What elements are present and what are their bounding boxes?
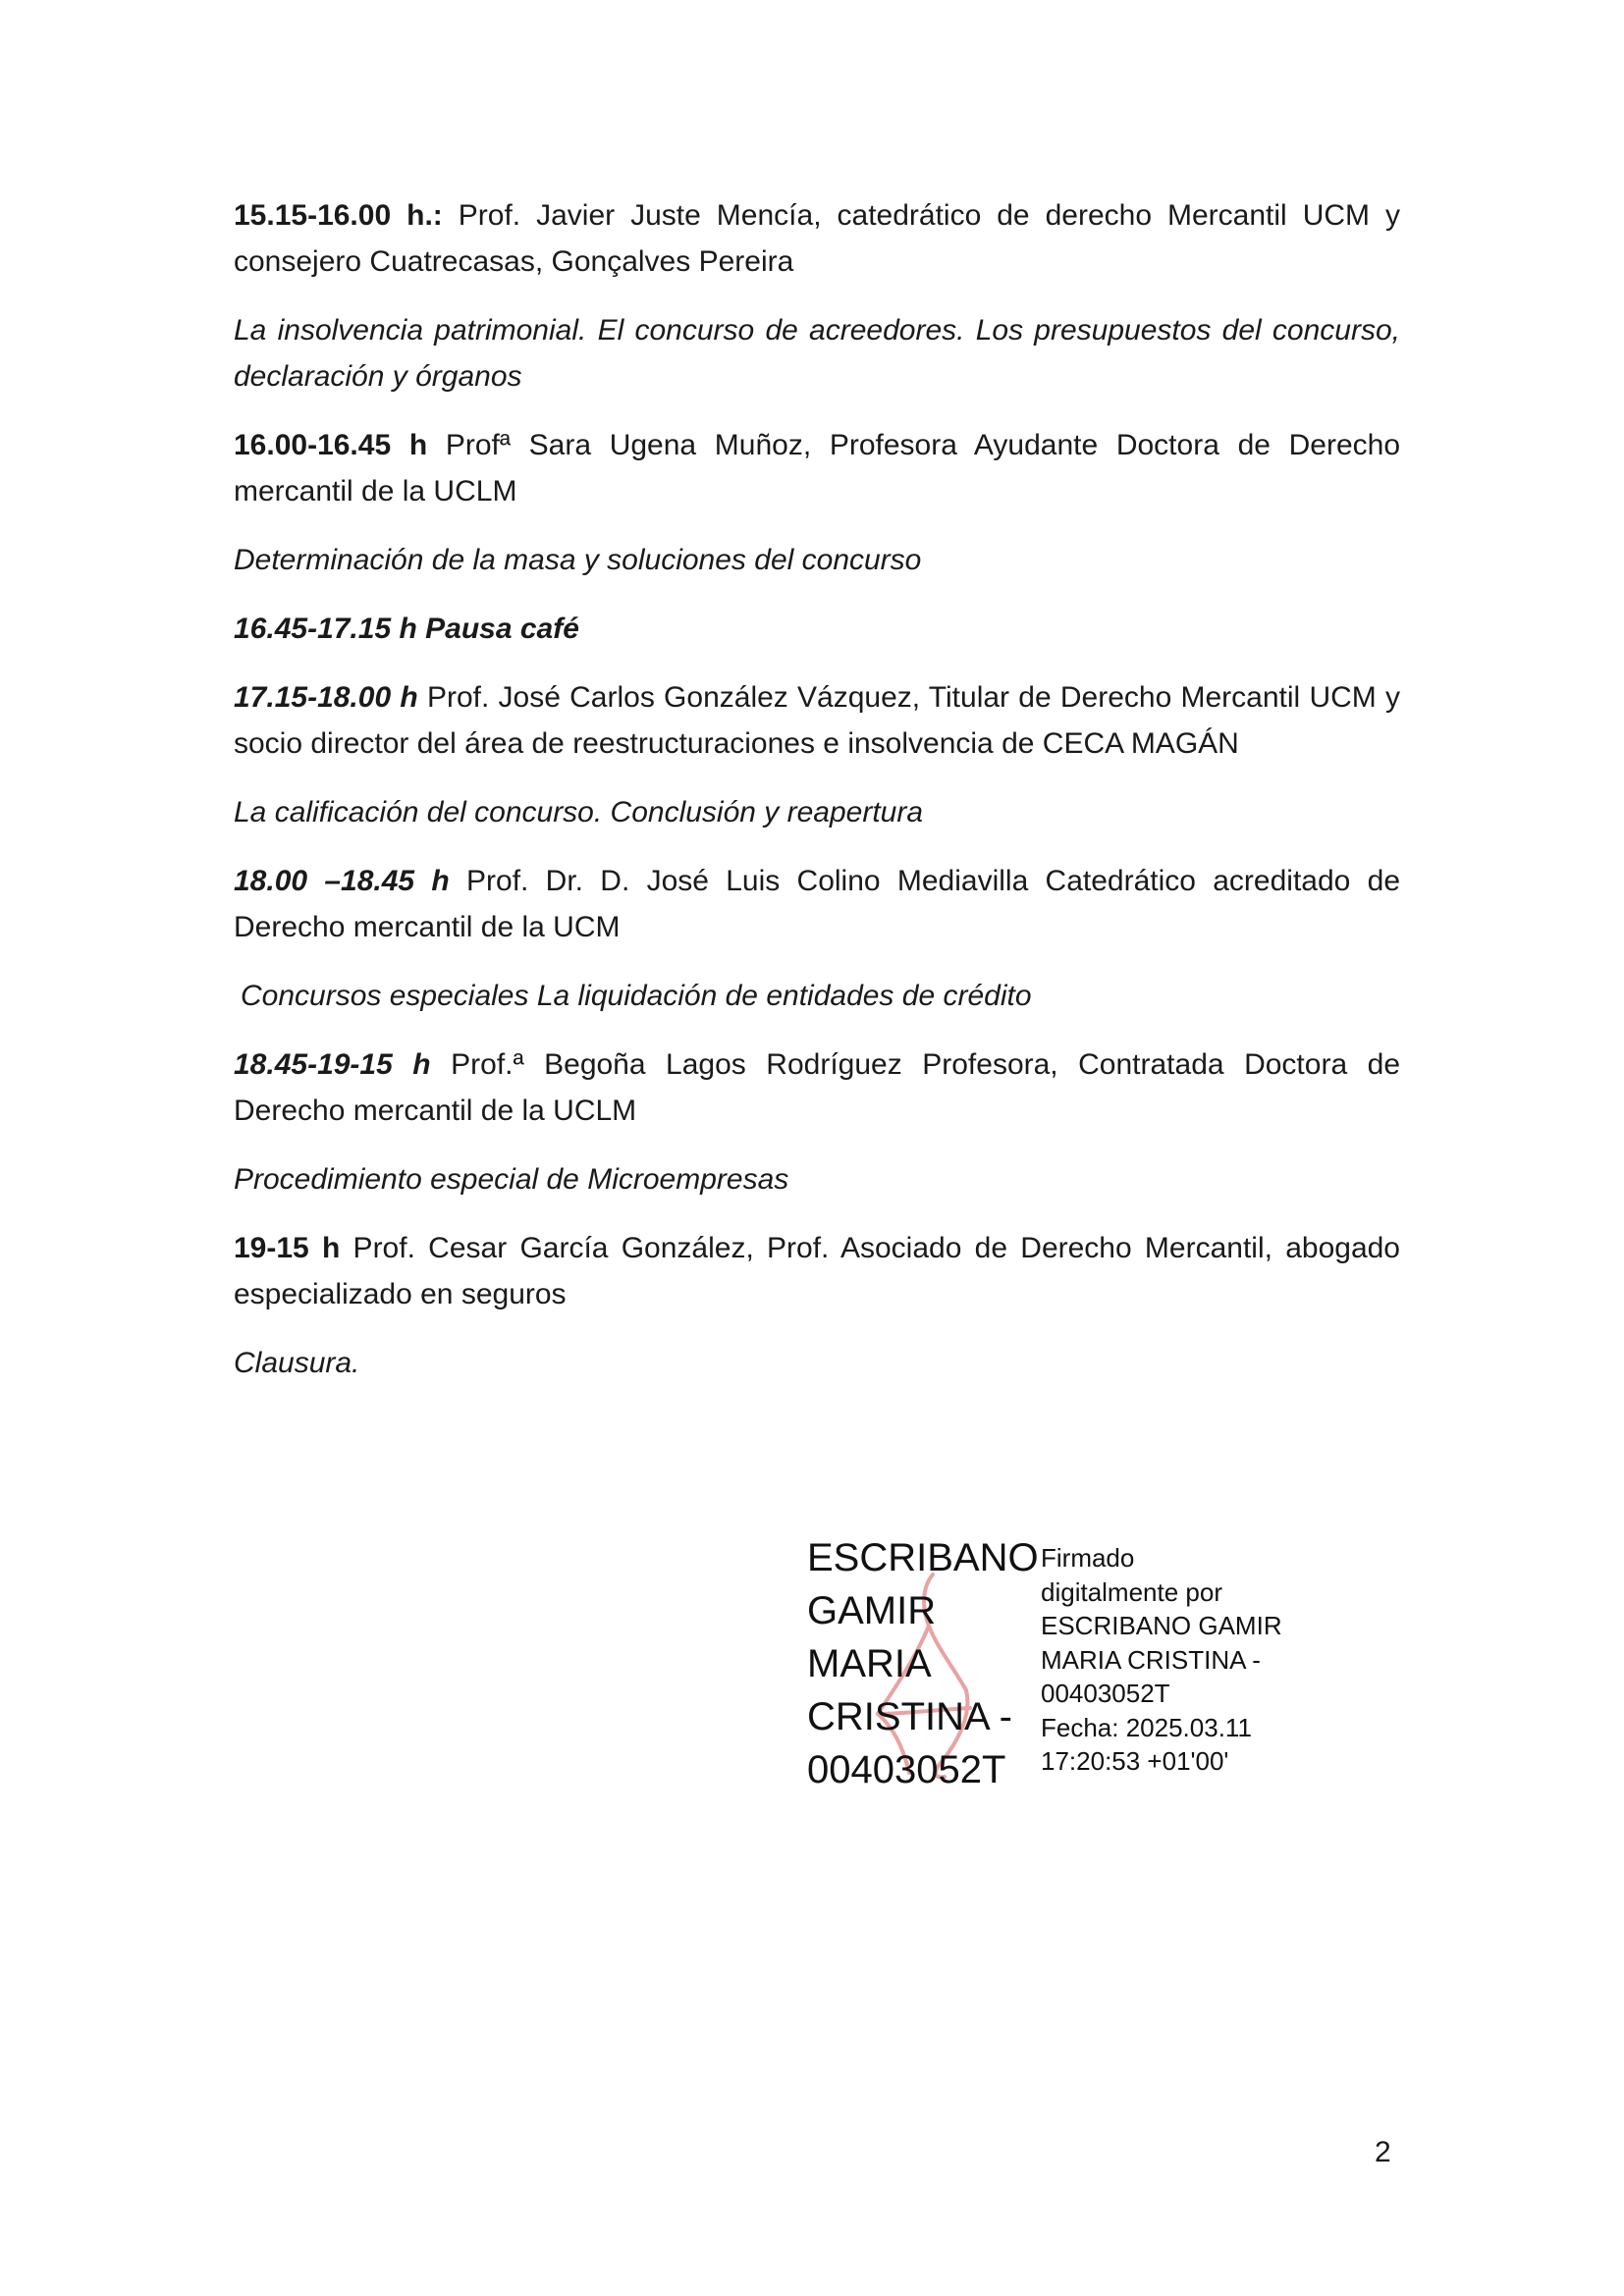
session-speaker bbox=[234, 1225, 1400, 1317]
signer-name-line: ESCRIBANO bbox=[807, 1536, 1039, 1579]
coffee-break: 16.45-17.15 h Pausa café bbox=[234, 613, 579, 645]
session-time: 19-15 h bbox=[234, 1232, 341, 1264]
signer-name-line: MARIA bbox=[807, 1642, 932, 1685]
session-title: Concursos especiales La liquidación de entidades de crédito bbox=[241, 980, 1032, 1012]
speaker-info: Profª Sara Ugena Muñoz, Profesora Ayudante Doctora de Derecho mercantil de la UCLM bbox=[234, 429, 1401, 507]
signature-time-line: 17:20:53 +01'00' bbox=[1041, 1746, 1229, 1776]
speaker-info: Prof. José Carlos González Vázquez, Titular de Derecho Mercantil UCM y socio director del área de reestructuraciones e insolvencia de CECA MAGÁN bbox=[234, 681, 1400, 760]
session-time: 18.00 –18.45 h bbox=[234, 865, 450, 897]
signer-name-line: 00403052T bbox=[807, 1748, 1006, 1791]
session-speaker bbox=[234, 674, 1400, 767]
digital-signature bbox=[807, 1531, 1282, 1826]
signer-name-line: CRISTINA - bbox=[807, 1695, 1012, 1738]
session-speaker bbox=[234, 422, 1400, 514]
signature-detail-line: Firmado bbox=[1041, 1543, 1135, 1573]
signature-details bbox=[1041, 1541, 1282, 1779]
signature-detail-line: MARIA CRISTINA - bbox=[1041, 1644, 1261, 1675]
session-title: La calificación del concurso. Conclusión y reapertura bbox=[234, 796, 924, 828]
page-number: 2 bbox=[1375, 2136, 1391, 2168]
session-time: 17.15-18.00 h bbox=[234, 681, 418, 714]
signer-name-line: GAMIR bbox=[807, 1589, 937, 1632]
speaker-info: Prof.ª Begoña Lagos Rodríguez Profesora, Contratada Doctora de Derecho mercantil de la UCLM bbox=[234, 1048, 1401, 1127]
session-title: La insolvencia patrimonial. El concurso de acreedores. Los presupuestos del concurso, declaración y órganos bbox=[234, 314, 1400, 393]
session-speaker bbox=[234, 1041, 1400, 1134]
document-body bbox=[234, 192, 1400, 1409]
session-time: 15.15-16.00 h.: bbox=[234, 199, 443, 232]
session-title: Determinación de la masa y soluciones del concurso bbox=[234, 544, 922, 576]
session-time: 16.00-16.45 h bbox=[234, 429, 428, 461]
signature-detail-line: 00403052T bbox=[1041, 1679, 1170, 1708]
signature-detail-line: ESCRIBANO GAMIR bbox=[1041, 1611, 1282, 1640]
speaker-info: Prof. Javier Juste Mencía, catedrático de derecho Mercantil UCM y consejero Cuatrecasas, Gonçalves Pereira bbox=[234, 199, 1400, 278]
closing: Clausura. bbox=[234, 1347, 360, 1379]
session-time: 18.45-19-15 h bbox=[234, 1048, 431, 1081]
speaker-info: Prof. Cesar García González, Prof. Asociado de Derecho Mercantil, abogado especializado en seguros bbox=[234, 1232, 1400, 1310]
signature-date-line: Fecha: 2025.03.11 bbox=[1041, 1712, 1252, 1742]
signature-detail-line: digitalmente por bbox=[1041, 1576, 1222, 1607]
signer-name bbox=[807, 1531, 1039, 1796]
session-speaker bbox=[234, 192, 1400, 285]
speaker-info: Prof. Dr. D. José Luis Colino Mediavilla Catedrático acreditado de Derecho mercantil de la UCM bbox=[234, 865, 1400, 943]
session-title: Procedimiento especial de Microempresas bbox=[234, 1163, 789, 1196]
session-speaker bbox=[234, 858, 1400, 950]
